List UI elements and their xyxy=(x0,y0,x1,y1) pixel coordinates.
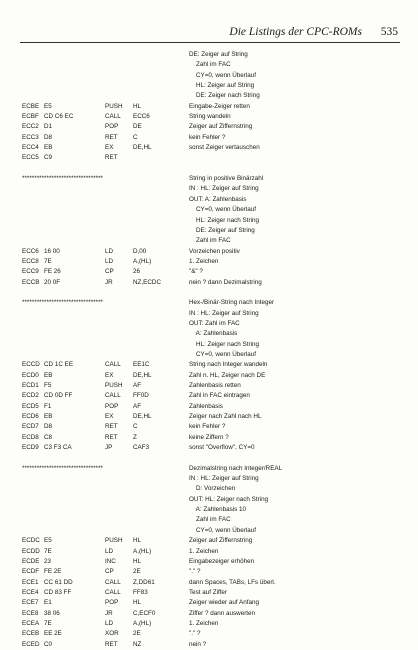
listing-addr: ECC3 xyxy=(22,133,39,141)
listing-bytes: 38 06 xyxy=(44,609,60,617)
listing-ops: NZ xyxy=(133,640,142,648)
listing-mnem: XOR xyxy=(105,630,119,638)
listing-bytes: 16 00 xyxy=(44,247,60,255)
listing-ops: DE xyxy=(133,123,142,131)
listing-addr: ECE8 xyxy=(22,609,39,617)
listing-addr: ECC2 xyxy=(22,123,39,131)
listing-cmt: Zahlenbasis xyxy=(189,402,223,410)
listing-ops: D,00 xyxy=(133,247,147,255)
listing-ops: A,(HL) xyxy=(133,547,152,555)
listing-addr: ********************************* xyxy=(22,464,103,472)
listing-line xyxy=(0,505,418,515)
listing-addr: ECC5 xyxy=(22,154,39,162)
listing-mnem: CP xyxy=(105,268,114,276)
assembly-listing xyxy=(0,50,418,650)
listing-cmt: IN : HL: Zeiger auf String xyxy=(189,475,259,483)
listing-bytes: EB xyxy=(44,371,53,379)
listing-cmt: Eingabe-Zeiger retten xyxy=(189,102,250,110)
listing-cmt: Zahl in FAC eintragen xyxy=(189,392,250,400)
listing-bytes: CD C6 EC xyxy=(44,113,74,121)
listing-cmt: OUT: Zahl im FAC xyxy=(189,319,240,327)
listing-cmt: HL: Zeiger nach String xyxy=(189,340,259,348)
listing-ops: HL xyxy=(133,557,142,565)
listing-line xyxy=(0,422,418,432)
listing-cmt: OUT: HL: Zeiger nach String xyxy=(189,495,269,503)
listing-ops: ECC6 xyxy=(133,113,150,121)
listing-ops: DE,HL xyxy=(133,371,152,379)
listing-cmt: D: Vorzeichen xyxy=(189,485,236,493)
listing-bytes: CC 61 DD xyxy=(44,578,73,586)
listing-cmt: HL: Zeiger nach String xyxy=(189,216,259,224)
listing-line xyxy=(0,216,418,226)
listing-line xyxy=(0,267,418,277)
listing-line xyxy=(0,619,418,629)
listing-ops: FF83 xyxy=(133,588,148,596)
listing-line xyxy=(0,112,418,122)
listing-mnem: LD xyxy=(105,247,114,255)
listing-addr: ECD0 xyxy=(22,371,39,379)
listing-ops: HL xyxy=(133,102,142,110)
listing-line xyxy=(0,288,418,298)
listing-addr: ECEB xyxy=(22,630,40,638)
listing-addr: ECC4 xyxy=(22,144,39,152)
listing-line xyxy=(0,402,418,412)
listing-mnem: CALL xyxy=(105,578,121,586)
listing-ops: 2E xyxy=(133,568,141,576)
listing-line xyxy=(0,515,418,525)
listing-bytes: F5 xyxy=(44,382,52,389)
listing-addr: ECBE xyxy=(22,102,40,110)
listing-line xyxy=(0,71,418,81)
listing-ops: C,ECF0 xyxy=(133,609,156,617)
listing-bytes: EE 2E xyxy=(44,630,62,638)
listing-cmt: Zahl im FAC xyxy=(189,61,231,69)
listing-addr: ECD8 xyxy=(22,433,39,441)
listing-cmt: nein ? xyxy=(189,640,207,648)
listing-cmt: DE: Zeiger nach String xyxy=(189,92,260,100)
listing-line xyxy=(0,153,418,163)
listing-addr: ECD1 xyxy=(22,382,39,389)
listing-addr: ********************************* xyxy=(22,175,103,183)
listing-cmt: Zahl im FAC xyxy=(189,237,231,245)
listing-bytes: D1 xyxy=(44,123,53,131)
listing-addr: ECCD xyxy=(22,361,40,369)
listing-cmt: "." ? xyxy=(189,630,201,638)
listing-bytes: FE 2E xyxy=(44,568,62,576)
listing-line xyxy=(0,247,418,257)
listing-line xyxy=(0,122,418,132)
listing-cmt: HL: Zeiger auf String xyxy=(189,82,255,90)
listing-line xyxy=(0,298,418,308)
listing-addr: ECE4 xyxy=(22,588,39,596)
listing-cmt: sonst "Overflow", CY=0 xyxy=(189,444,255,452)
listing-line xyxy=(0,567,418,577)
listing-ops: C xyxy=(133,133,138,141)
listing-mnem: EX xyxy=(105,144,114,152)
listing-mnem: LD xyxy=(105,547,114,555)
listing-line xyxy=(0,174,418,184)
listing-line xyxy=(0,195,418,205)
listing-bytes: 7E xyxy=(44,547,52,555)
listing-bytes: 23 xyxy=(44,557,52,565)
listing-line xyxy=(0,340,418,350)
listing-mnem: POP xyxy=(105,402,119,410)
listing-mnem: EX xyxy=(105,413,114,421)
listing-cmt: Zahlenbasis retten xyxy=(189,382,241,389)
listing-addr: ECC6 xyxy=(22,247,39,255)
listing-line xyxy=(0,360,418,370)
listing-line xyxy=(0,381,418,391)
listing-cmt: dann Spaces, TABs, LFs überl. xyxy=(189,578,276,586)
listing-cmt: Dezimalstring nach Integer/REAL xyxy=(189,464,283,472)
listing-addr: ECD5 xyxy=(22,402,39,410)
listing-addr: ECC8 xyxy=(22,257,39,265)
listing-mnem: INC xyxy=(105,557,116,565)
listing-bytes: 20 0F xyxy=(44,278,61,286)
listing-line xyxy=(0,50,418,60)
listing-line xyxy=(0,495,418,505)
listing-cmt: IN : HL: Zeiger auf String xyxy=(189,185,259,193)
listing-cmt: sonst Zeiger vertauschen xyxy=(189,144,260,152)
listing-line xyxy=(0,184,418,194)
listing-bytes: E5 xyxy=(44,102,52,110)
listing-mnem: RET xyxy=(105,433,118,441)
listing-mnem: LD xyxy=(105,257,114,265)
listing-mnem: PUSH xyxy=(105,382,123,389)
listing-bytes: 7E xyxy=(44,257,52,265)
listing-ops: A,(HL) xyxy=(133,257,152,265)
listing-mnem: RET xyxy=(105,154,118,162)
listing-line xyxy=(0,464,418,474)
listing-cmt: DE: Zeiger auf String xyxy=(189,226,255,234)
listing-cmt: Zeiger auf Ziffernstring xyxy=(189,123,253,131)
listing-cmt: A: Zahlenbasis 10 xyxy=(189,506,247,514)
listing-mnem: CALL xyxy=(105,588,121,596)
listing-addr: ECD9 xyxy=(22,444,39,452)
listing-line xyxy=(0,102,418,112)
listing-line xyxy=(0,60,418,70)
listing-mnem: POP xyxy=(105,599,119,607)
listing-bytes: CD 1C EE xyxy=(44,361,74,369)
listing-line xyxy=(0,350,418,360)
listing-bytes: 7E xyxy=(44,619,52,627)
listing-bytes: C8 xyxy=(44,433,53,441)
listing-ops: C xyxy=(133,423,138,431)
listing-ops: DE,HL xyxy=(133,144,152,152)
listing-mnem: JR xyxy=(105,609,113,617)
listing-addr: ********************************* xyxy=(22,299,103,307)
listing-line xyxy=(0,412,418,422)
listing-mnem: CALL xyxy=(105,113,121,121)
page-number: 535 xyxy=(380,26,398,38)
listing-mnem: RET xyxy=(105,640,118,648)
listing-line xyxy=(0,133,418,143)
listing-cmt: "." ? xyxy=(189,568,201,576)
listing-line xyxy=(0,598,418,608)
listing-line xyxy=(0,371,418,381)
listing-addr: ECE1 xyxy=(22,578,39,586)
listing-mnem: JP xyxy=(105,444,113,452)
listing-addr: ECDE xyxy=(22,557,40,565)
listing-line xyxy=(0,319,418,329)
listing-cmt: String nach Integer wandeln xyxy=(189,361,268,369)
listing-line xyxy=(0,547,418,557)
listing-ops: AF xyxy=(133,382,142,389)
listing-cmt: nein ? dann Dezimalstring xyxy=(189,278,262,286)
listing-line xyxy=(0,226,418,236)
listing-addr: ECCB xyxy=(22,278,40,286)
listing-addr: ECED xyxy=(22,640,40,648)
listing-addr: ECDD xyxy=(22,547,40,555)
listing-mnem: RET xyxy=(105,423,118,431)
listing-bytes: D8 xyxy=(44,133,53,141)
listing-mnem: RET xyxy=(105,133,118,141)
listing-line xyxy=(0,588,418,598)
listing-addr: ECDC xyxy=(22,537,40,545)
listing-bytes: E5 xyxy=(44,537,52,545)
listing-cmt: Zahl n. HL, Zeiger nach DE xyxy=(189,371,266,379)
header-rule xyxy=(20,42,400,43)
listing-line xyxy=(0,205,418,215)
listing-cmt: OUT: A: Zahlenbasis xyxy=(189,195,247,203)
listing-bytes: CD 0D FF xyxy=(44,392,73,400)
listing-ops: CAF3 xyxy=(133,444,150,452)
listing-cmt: A: Zahlenbasis xyxy=(189,330,238,338)
listing-line xyxy=(0,453,418,463)
listing-addr: ECC9 xyxy=(22,268,39,276)
listing-line xyxy=(0,329,418,339)
listing-ops: EE1C xyxy=(133,361,150,369)
listing-bytes: CD 83 FF xyxy=(44,588,72,596)
listing-bytes: EB xyxy=(44,413,53,421)
listing-ops: HL xyxy=(133,537,142,545)
listing-line xyxy=(0,609,418,619)
listing-cmt: Test auf Ziffer xyxy=(189,588,228,596)
listing-cmt: 1. Zeichen xyxy=(189,257,219,265)
listing-cmt: Zeiger auf Ziffernstring xyxy=(189,537,253,545)
listing-line xyxy=(0,433,418,443)
listing-line xyxy=(0,443,418,453)
listing-cmt: Hex-/Binär-String nach Integer xyxy=(189,299,275,307)
running-title: Die Listings der CPC-ROMs xyxy=(229,26,362,38)
listing-cmt: "&" ? xyxy=(189,268,203,276)
listing-addr: ECD7 xyxy=(22,423,39,431)
listing-line xyxy=(0,474,418,484)
listing-line xyxy=(0,91,418,101)
listing-ops: 2E xyxy=(133,630,141,638)
listing-bytes: E1 xyxy=(44,599,52,607)
listing-bytes: EB xyxy=(44,144,53,152)
listing-line xyxy=(0,484,418,494)
listing-ops: NZ,ECDC xyxy=(133,278,161,286)
listing-bytes: C3 F3 CA xyxy=(44,444,72,452)
listing-line xyxy=(0,81,418,91)
listing-line xyxy=(0,536,418,546)
listing-cmt: kein Fehler ? xyxy=(189,133,226,141)
listing-addr: ECEA xyxy=(22,619,40,627)
listing-cmt: Vorzeichen positiv xyxy=(189,247,240,255)
listing-cmt: kein Fehler ? xyxy=(189,423,226,431)
listing-addr: ECD2 xyxy=(22,392,39,400)
listing-line xyxy=(0,236,418,246)
listing-cmt: 1. Zeichen xyxy=(189,619,219,627)
listing-mnem: EX xyxy=(105,371,114,379)
listing-ops: FF0D xyxy=(133,392,149,400)
listing-line xyxy=(0,391,418,401)
listing-cmt: CY=0, wenn Überlauf xyxy=(189,350,257,358)
listing-addr: ECBF xyxy=(22,113,39,121)
listing-cmt: String in positive Binärzahl xyxy=(189,175,264,183)
listing-cmt: Zeiger nach Zahl nach HL xyxy=(189,413,262,421)
listing-cmt: Zahl im FAC xyxy=(189,516,231,524)
listing-line xyxy=(0,640,418,650)
listing-cmt: Ziffer ? dann auswerten xyxy=(189,609,256,617)
listing-cmt: keine Ziffern ? xyxy=(189,433,229,441)
listing-mnem: CALL xyxy=(105,392,121,400)
listing-line xyxy=(0,143,418,153)
listing-mnem: LD xyxy=(105,619,114,627)
listing-addr: ECDF xyxy=(22,568,40,576)
listing-bytes: F1 xyxy=(44,402,52,410)
listing-line xyxy=(0,309,418,319)
listing-mnem: CP xyxy=(105,568,114,576)
listing-ops: Z xyxy=(133,433,137,441)
listing-line xyxy=(0,257,418,267)
listing-cmt: CY=0, wenn Überlauf xyxy=(189,526,257,534)
listing-bytes: C0 xyxy=(44,640,53,648)
listing-ops: A,(HL) xyxy=(133,619,152,627)
listing-mnem: CALL xyxy=(105,361,121,369)
listing-addr: ECD6 xyxy=(22,413,39,421)
listing-addr: ECE7 xyxy=(22,599,39,607)
listing-cmt: String wandeln xyxy=(189,113,231,121)
listing-mnem: PUSH xyxy=(105,102,123,110)
listing-line xyxy=(0,557,418,567)
listing-mnem: PUSH xyxy=(105,537,123,545)
listing-cmt: CY=0, wenn Überlauf xyxy=(189,71,257,79)
listing-ops: HL xyxy=(133,599,142,607)
listing-cmt: CY=0, wenn Überlauf xyxy=(189,206,257,214)
listing-line xyxy=(0,629,418,639)
listing-bytes: D8 xyxy=(44,423,53,431)
listing-cmt: Eingabezeiger erhöhen xyxy=(189,557,255,565)
listing-line xyxy=(0,278,418,288)
listing-mnem: JR xyxy=(105,278,113,286)
listing-bytes: C9 xyxy=(44,154,53,162)
listing-bytes: FE 26 xyxy=(44,268,61,276)
listing-line xyxy=(0,578,418,588)
listing-cmt: Zeiger wieder auf Anfang xyxy=(189,599,260,607)
listing-ops: DE,HL xyxy=(133,413,152,421)
listing-line xyxy=(0,164,418,174)
listing-ops: AF xyxy=(133,402,142,410)
listing-ops: Z,DD61 xyxy=(133,578,155,586)
page-header xyxy=(0,26,418,40)
listing-cmt: 1. Zeichen xyxy=(189,547,219,555)
listing-cmt: IN : HL: Zeiger auf String xyxy=(189,309,259,317)
listing-line xyxy=(0,526,418,536)
listing-ops: 26 xyxy=(133,268,141,276)
listing-mnem: POP xyxy=(105,123,119,131)
listing-cmt: DE: Zeiger auf String xyxy=(189,51,248,58)
